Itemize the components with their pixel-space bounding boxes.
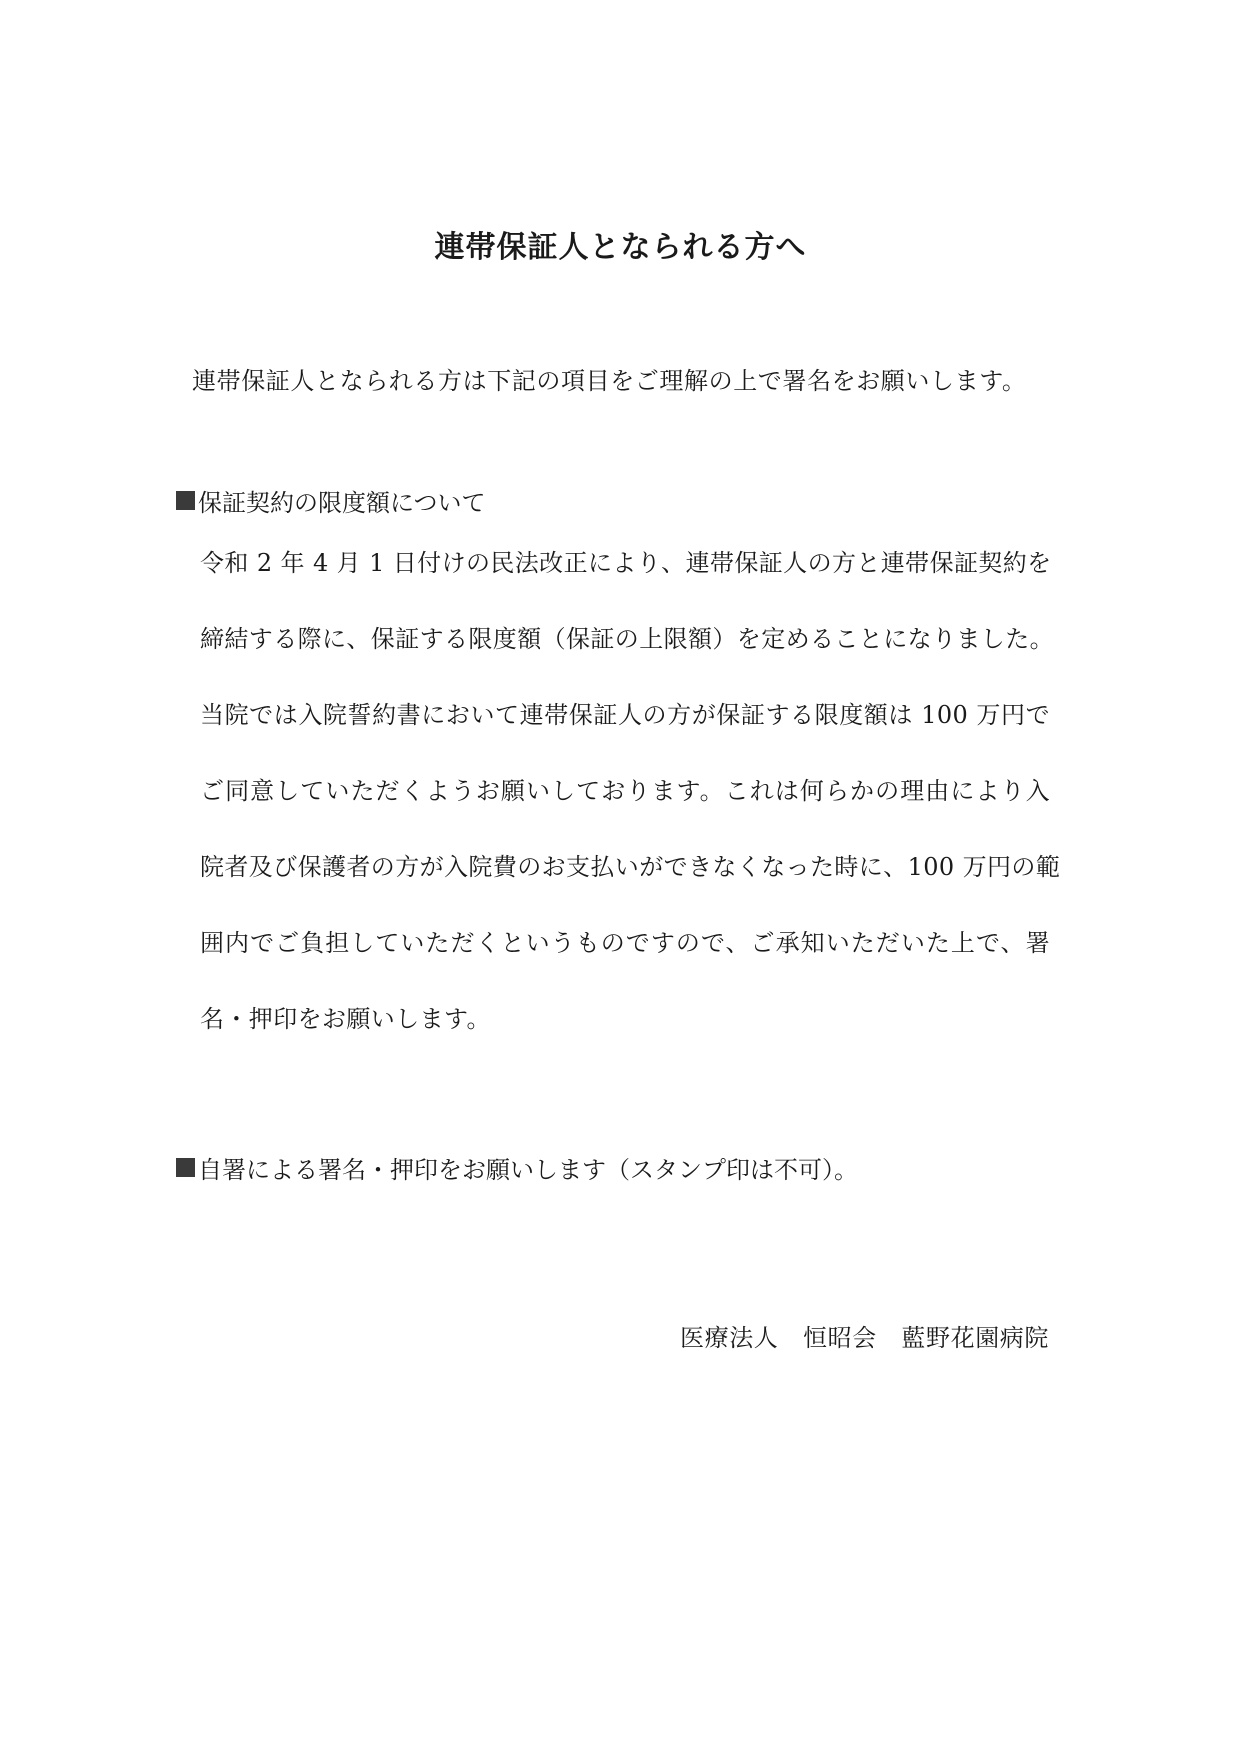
body-line: ご同意していただくようお願いしております。これは何らかの理由により入 — [200, 777, 1050, 805]
document-title: 連帯保証人となられる方へ — [434, 230, 807, 265]
section-heading-label: 自署による署名・押印をお願いします（スタンプ印は不可）。 — [198, 1156, 858, 1184]
body-line: 締結する際に、保証する限度額（保証の上限額）を定めることになりました。 — [200, 625, 1054, 653]
body-line: 囲内でご負担していただくというものですので、ご承知いただいた上で、署 — [200, 929, 1050, 957]
body-line: 当院では入院誓約書において連帯保証人の方が保証する限度額は 100 万円で — [200, 701, 1050, 729]
hospital-signature: 医療法人 恒昭会 藍野花園病院 — [680, 1324, 1049, 1352]
section-heading-label: 保証契約の限度額について — [198, 489, 486, 517]
intro-text: 連帯保証人となられる方は下記の項目をご理解の上で署名をお願いします。 — [192, 367, 1027, 395]
section-heading-guarantee-limit — [176, 483, 486, 518]
body-line: 令和 2 年 4 月 1 日付けの民法改正により、連帯保証人の方と連帯保証契約を — [200, 549, 1052, 577]
section-heading-signature-request — [176, 1150, 858, 1185]
body-line: 院者及び保護者の方が入院費のお支払いができなくなった時に、100 万円の範 — [200, 853, 1061, 881]
black-square-bullet-icon — [176, 1158, 195, 1177]
black-square-bullet-icon — [176, 491, 195, 510]
body-line: 名・押印をお願いします。 — [200, 1005, 491, 1033]
